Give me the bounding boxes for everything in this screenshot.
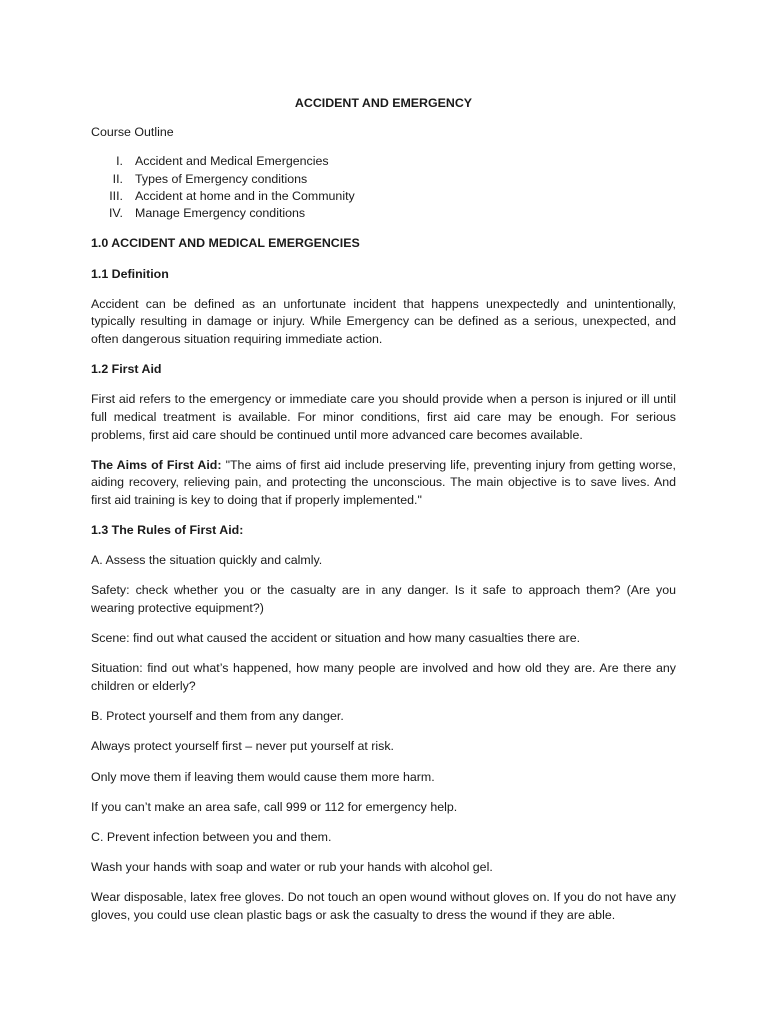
wash-hands-paragraph: Wash your hands with soap and water or rub your hands with alcohol gel. [91, 860, 493, 875]
emergency-call-paragraph: If you can’t make an area safe, call 999 or 112 for emergency help. [91, 799, 458, 814]
outline-item-number: IV. [108, 206, 123, 221]
safety-paragraph: Safety: check whether you or the casualty are in any danger. Is it safe to approach them? (Are you wearing protective equipment?) [91, 583, 676, 616]
situation-paragraph: Situation: find out what’s happened, how many people are involved and how old they are. Are there any children or elderly? [91, 661, 676, 694]
aims-text: "The aims of first aid include preserving life, preventing injury from getting worse, aiding recovery, relieving pain, and protecting the unconscious. The main objective is to save lives. And first aid training is key to doing that if properly implemented." [91, 457, 676, 507]
rules-heading: 1.3 The Rules of First Aid: [91, 523, 244, 538]
outline-item [91, 188, 676, 205]
first-aid-paragraph: First aid refers to the emergency or immediate care you should provide when a person is injured or ill until full medical treatment is available. For minor conditions, first aid care may be enough. For serious problems, first aid care should be continued until more advanced care becomes available. [91, 392, 676, 442]
outline-item-text: Accident at home and in the Community [135, 189, 355, 203]
outline-item-number: I. [116, 154, 123, 169]
outline-item [91, 171, 676, 188]
course-outline-label: Course Outline [91, 124, 174, 139]
first-aid-heading: 1.2 First Aid [91, 362, 162, 377]
rule-a-paragraph: A. Assess the situation quickly and calmly. [91, 553, 323, 568]
definition-paragraph: Accident can be defined as an unfortunate incident that happens unexpectedly and unintentionally, typically resulting in damage or injury. While Emergency can be defined as a serious, unexpected, and often dangerous situation requiring immediate action. [91, 296, 676, 346]
rule-c-paragraph: C. Prevent infection between you and them. [91, 829, 332, 844]
aims-label: The Aims of First Aid: [91, 457, 222, 472]
outline-item-text: Manage Emergency conditions [135, 206, 306, 221]
gloves-paragraph: Wear disposable, latex free gloves. Do not touch an open wound without gloves on. If you do not have any gloves, you could use clean plastic bags or ask the casualty to dress the wound if they are able. [91, 890, 676, 922]
document-title: ACCIDENT AND EMERGENCY [294, 96, 473, 110]
outline-item-text: Types of Emergency conditions [135, 171, 308, 186]
outline-item [91, 153, 676, 170]
scene-paragraph: Scene: find out what caused the accident or situation and how many casualties there are. [91, 631, 581, 646]
course-outline-list [91, 153, 676, 223]
only-move-paragraph: Only move them if leaving them would cause them more harm. [91, 769, 435, 784]
definition-heading: 1.1 Definition [91, 266, 169, 281]
aims-paragraph [91, 457, 676, 510]
outline-item-number: III. [109, 189, 123, 203]
always-protect-paragraph: Always protect yourself first – never put yourself at risk. [91, 739, 394, 754]
rule-b-paragraph: B. Protect yourself and them from any danger. [91, 709, 344, 724]
outline-item-number: II. [112, 171, 123, 186]
outline-item [91, 205, 676, 222]
section-heading: 1.0 ACCIDENT AND MEDICAL EMERGENCIES [91, 236, 360, 251]
outline-item-text: Accident and Medical Emergencies [135, 154, 329, 169]
document-page [91, 95, 676, 937]
